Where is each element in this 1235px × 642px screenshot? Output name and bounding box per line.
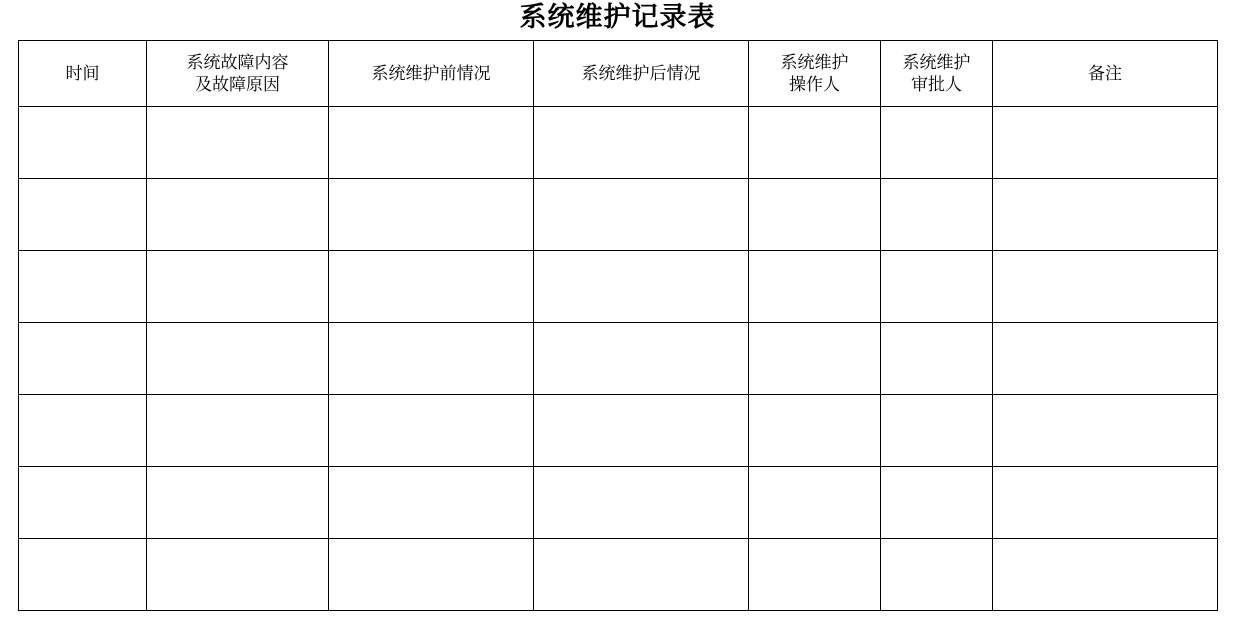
table-cell-after-maintenance[interactable] [534, 107, 749, 179]
table-cell-fault-content-and-cause[interactable] [147, 539, 329, 611]
table-body [19, 107, 1218, 611]
table-cell-before-maintenance[interactable] [329, 395, 534, 467]
column-header-line: 时间 [65, 63, 100, 83]
table-cell-operator[interactable] [749, 179, 881, 251]
column-header-line: 操作人 [789, 74, 840, 94]
table-cell-before-maintenance[interactable] [329, 539, 534, 611]
table-cell-operator[interactable] [749, 467, 881, 539]
column-header-line: 审批人 [911, 74, 962, 94]
table-cell-approver[interactable] [881, 107, 993, 179]
table-cell-remarks[interactable] [993, 179, 1218, 251]
table-row [19, 179, 1218, 251]
table-cell-after-maintenance[interactable] [534, 323, 749, 395]
table-row [19, 323, 1218, 395]
table-cell-before-maintenance[interactable] [329, 251, 534, 323]
table-cell-fault-content-and-cause[interactable] [147, 251, 329, 323]
table-cell-before-maintenance[interactable] [329, 467, 534, 539]
table-cell-fault-content-and-cause[interactable] [147, 323, 329, 395]
table-cell-before-maintenance[interactable] [329, 107, 534, 179]
table-cell-operator[interactable] [749, 539, 881, 611]
system-maintenance-record-table [18, 40, 1218, 611]
table-cell-after-maintenance[interactable] [534, 251, 749, 323]
table-cell-time[interactable] [19, 251, 147, 323]
column-header-line: 系统维护前情况 [371, 63, 491, 83]
table-cell-operator[interactable] [749, 323, 881, 395]
table-cell-approver[interactable] [881, 251, 993, 323]
table-cell-time[interactable] [19, 539, 147, 611]
page-title: 系统维护记录表 [519, 2, 716, 32]
table-cell-approver[interactable] [881, 395, 993, 467]
column-header-time [19, 41, 147, 107]
table-cell-remarks[interactable] [993, 395, 1218, 467]
table-cell-after-maintenance[interactable] [534, 179, 749, 251]
table-cell-remarks[interactable] [993, 107, 1218, 179]
table-cell-approver[interactable] [881, 539, 993, 611]
table-cell-time[interactable] [19, 395, 147, 467]
table-cell-remarks[interactable] [993, 323, 1218, 395]
table-row [19, 539, 1218, 611]
table-cell-approver[interactable] [881, 467, 993, 539]
table-cell-fault-content-and-cause[interactable] [147, 107, 329, 179]
table-cell-after-maintenance[interactable] [534, 539, 749, 611]
table-cell-operator[interactable] [749, 251, 881, 323]
column-header-line: 备注 [1088, 63, 1122, 83]
table-cell-operator[interactable] [749, 395, 881, 467]
column-header-fault-content-and-cause [147, 41, 329, 107]
table-cell-time[interactable] [19, 323, 147, 395]
table-cell-approver[interactable] [881, 323, 993, 395]
table-row [19, 467, 1218, 539]
table-cell-after-maintenance[interactable] [534, 467, 749, 539]
table-cell-fault-content-and-cause[interactable] [147, 179, 329, 251]
column-header-before-maintenance [329, 41, 534, 107]
table-header [19, 41, 1218, 107]
column-header-line: 及故障原因 [195, 74, 280, 94]
table-cell-fault-content-and-cause[interactable] [147, 395, 329, 467]
table-cell-time[interactable] [19, 179, 147, 251]
column-header-line: 系统维护 [902, 53, 971, 73]
table-row [19, 107, 1218, 179]
table-cell-time[interactable] [19, 467, 147, 539]
column-header-after-maintenance [534, 41, 749, 107]
table-cell-before-maintenance[interactable] [329, 323, 534, 395]
table-row [19, 395, 1218, 467]
column-header-line: 系统故障内容 [186, 53, 289, 73]
column-header-approver [881, 41, 993, 107]
table-cell-operator[interactable] [749, 107, 881, 179]
table-cell-remarks[interactable] [993, 467, 1218, 539]
table-cell-before-maintenance[interactable] [329, 179, 534, 251]
table-cell-after-maintenance[interactable] [534, 395, 749, 467]
column-header-operator [749, 41, 881, 107]
column-header-line: 系统维护后情况 [581, 63, 701, 83]
column-header-line: 系统维护 [780, 53, 849, 73]
table-cell-time[interactable] [19, 107, 147, 179]
column-header-remarks [993, 41, 1218, 107]
table-cell-remarks[interactable] [993, 539, 1218, 611]
table-row [19, 251, 1218, 323]
table-cell-remarks[interactable] [993, 251, 1218, 323]
table-cell-fault-content-and-cause[interactable] [147, 467, 329, 539]
table-cell-approver[interactable] [881, 179, 993, 251]
table-header-row [19, 41, 1218, 107]
